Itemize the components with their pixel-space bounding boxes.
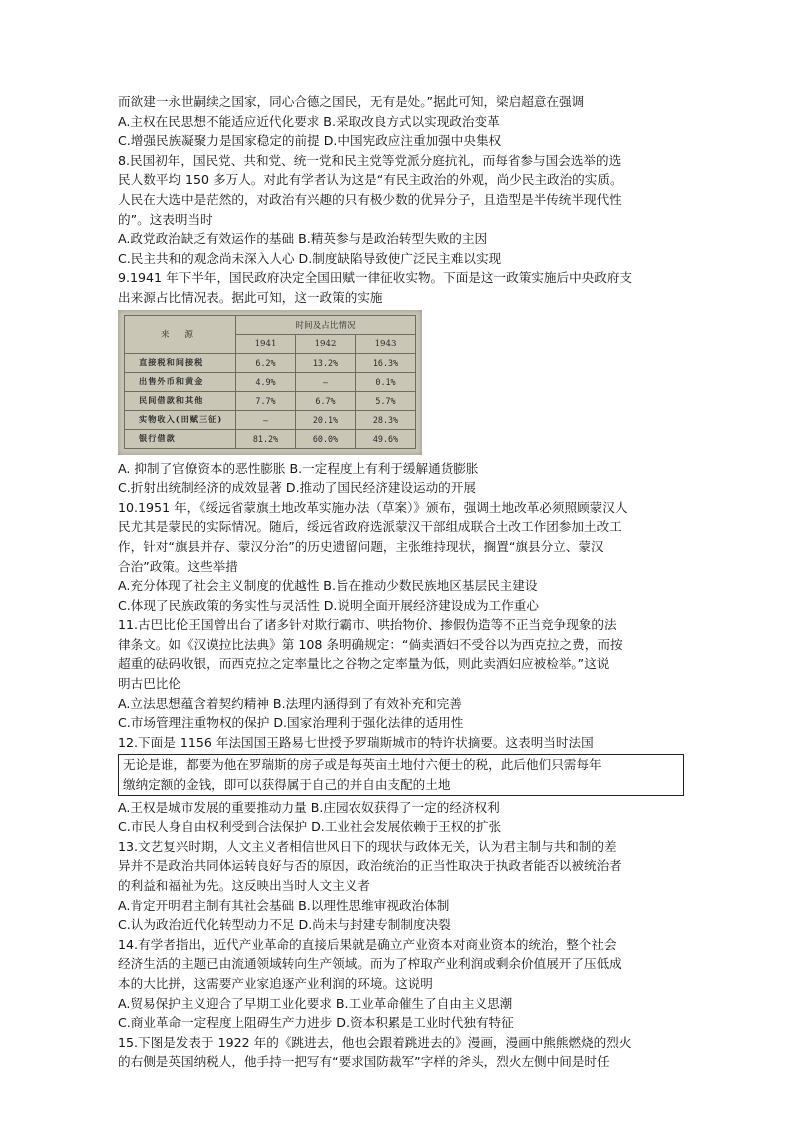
text-line: A.肯定开明君主制有其社会基础 B.以理性思维审视政治体制: [118, 897, 450, 913]
text-line: C.体现了民族政策的务实性与灵活性 D.说明全面开展经济建设成为工作重心: [118, 597, 539, 613]
text-line: 11.古巴比伦王国曾出台了诸多针对欺行霸市、哄抬物价、掺假伪造等不正当竞争现象的法: [118, 617, 617, 633]
table-row: [125, 429, 416, 448]
row-value: 28.3%: [356, 410, 416, 429]
text-block-top: [118, 92, 684, 308]
text-line: 8.民国初年，国民党、共和党、统一党和民主党等党派分庭抗礼，而每省参与国会选举的选: [118, 152, 622, 168]
text-line: 经济生活的主题已由流通领域转向生产领域。而为了榨取产业利润或剩余价值展开了压低成: [118, 956, 622, 972]
row-value: —: [296, 372, 356, 391]
text-line: 合治”政策。这些举措: [118, 558, 238, 574]
text-line: A.立法思想蕴含着契约精神 B.法理内涵得到了有效补充和完善: [118, 695, 462, 711]
row-source: 银行借款: [125, 429, 236, 448]
row-value: 6.2%: [236, 353, 296, 372]
row-value: 81.2%: [236, 429, 296, 448]
header-year: 1941: [236, 334, 296, 353]
text-line: C.折射出统制经济的成效显著 D.推动了国民经济建设运动的开展: [118, 480, 476, 496]
row-source: 出售外币和黄金: [125, 372, 236, 391]
row-source: 直接税和间接税: [125, 353, 236, 372]
row-value: 16.3%: [356, 353, 416, 372]
text-line: 异并不是政治共同体运转良好与否的原因，政治统治的正当性取决于执政者能否以被统治者: [118, 858, 622, 874]
text-line: C.认为政治近代化转型动力不足 D.尚未与封建专制制度决裂: [118, 917, 451, 933]
text-line: A.政党政治缺乏有效运作的基础 B.精英参与是政治转型失败的主因: [118, 231, 488, 247]
table-row: [125, 410, 416, 429]
text-line: 15.下图是发表于 1922 年的《跳进去，他也会跟着跳进去的》漫画，漫画中熊熊燃烧的烈火: [118, 1034, 632, 1050]
row-value: 6.7%: [296, 391, 356, 410]
text-line: 而欲建一永世嗣续之国家，同心合德之国民，无有是处。”据此可知，梁启超意在强调: [118, 94, 585, 109]
text-line: 12.下面是 1156 年法国国王路易七世授予罗瑞斯城市的特许状摘要。这表明当时法国: [118, 734, 594, 750]
text-line: 10.1951 年，《绥远省蒙旗土地改革实施办法（草案）》颁布，强调土地改革必须照顾蒙汉人: [118, 499, 628, 515]
header-source: 来 源: [125, 315, 236, 353]
text-line: A.主权在民思想不能适应近代化要求 B.采取改良方式以实现政治变革: [118, 113, 500, 129]
text-line: 民尤其是蒙民的实际情况。随后，绥远省政府选派蒙汉干部组成联合土改工作团参加土改工: [118, 519, 622, 535]
text-line: A.充分体现了社会主义制度的优越性 B.旨在推动少数民族地区基层民主建设: [118, 578, 538, 594]
row-value: —: [236, 410, 296, 429]
expenditure-table: [124, 315, 416, 449]
text-line: 民人数平均 150 多万人。对此有学者认为这是“有民主政治的外观，尚少民主政治的实质。: [118, 172, 623, 188]
text-line: 14.有学者指出，近代产业革命的直接后果就是确立产业资本对商业资本的统治，整个社会: [118, 936, 617, 952]
text-line: 明古巴比伦: [118, 676, 181, 692]
row-value: 4.9%: [236, 372, 296, 391]
text-line: C.商业革命一定程度上阻碍生产力进步 D.资本积累是工业时代独有特征: [118, 1015, 514, 1031]
text-line: 缴纳定额的金钱，即可以获得属于自己的并自由支配的土地: [123, 777, 451, 793]
text-line: 无论是谁，都要为他在罗瑞斯的房子或是每英亩土地付六便士的税，此后他们只需每年: [123, 757, 602, 773]
text-line: 人民在大选中是茫然的，对政治有兴趣的只有极少数的优异分子，且造型是半传统半现代性: [118, 191, 622, 207]
row-value: 13.2%: [296, 353, 356, 372]
text-line: A.贸易保护主义迎合了早期工业化要求 B.工业革命催生了自由主义思潮: [118, 995, 513, 1011]
text-line: 本的大比拼，这需要产业家追逐产业利润的环境。这说明: [118, 975, 433, 991]
table-row: [125, 353, 416, 372]
text-block-bottom: [118, 798, 684, 1072]
row-source: 实物收入(田赋三征): [125, 410, 236, 429]
text-line: C.市民人身自由权利受到合法保护 D.工业社会发展依赖于王权的扩张: [118, 819, 502, 835]
header-year: 1942: [296, 334, 356, 353]
header-year: 1943: [356, 334, 416, 353]
text-line: A. 抑制了官僚资本的恶性膨胀 B.一定程度上有利于缓解通货膨胀: [118, 460, 479, 476]
row-value: 7.7%: [236, 391, 296, 410]
table-row: [125, 372, 416, 391]
text-line: C.市场管理注重物权的保护 D.国家治理利于强化法律的适用性: [118, 715, 464, 731]
row-source: 民间借款和其他: [125, 391, 236, 410]
row-value: 60.0%: [296, 429, 356, 448]
row-value: 0.1%: [356, 372, 416, 391]
text-line: C.增强民族凝聚力是国家稳定的前提 D.中国宪政应注重加强中央集权: [118, 133, 502, 149]
text-block-middle: [118, 459, 684, 753]
text-line: A.王权是城市发展的重要推动力量 B.庄园农奴获得了一定的经济权利: [118, 799, 500, 815]
exam-page: [118, 92, 684, 1072]
header-group: 时间及占比情况: [236, 315, 416, 334]
text-line: 的右侧是英国纳税人，他手持一把写有“要求国防裁军”字样的斧头，烈火左侧中间是时任: [118, 1054, 610, 1070]
text-line: 出来源占比情况表。据此可知，这一政策的实施: [118, 289, 383, 305]
text-line: 9.1941 年下半年，国民政府决定全国田赋一律征收实物。下面是这一政策实施后中央政府支: [118, 270, 633, 286]
row-value: 49.6%: [356, 429, 416, 448]
text-line: 的”。这表明当时: [118, 211, 213, 227]
text-line: 的利益和福祉为先。这反映出当时人文主义者: [118, 878, 370, 893]
charter-excerpt-box: [118, 754, 684, 795]
table-row: [125, 391, 416, 410]
text-line: 超重的砝码收银，而西克拉之定率量比之谷物之定率量为低，则此卖酒妇应被检举。”这说: [118, 656, 610, 672]
text-line: 13.文艺复兴时期，人文主义者相信世风日下的现状与政体无关，认为君主制与共和制的差: [118, 838, 617, 854]
row-value: 20.1%: [296, 410, 356, 429]
text-line: C.民主共和的观念尚未深入人心 D.制度缺陷导致使广泛民主难以实现: [118, 250, 502, 266]
text-line: 律条文。如《汉谟拉比法典》第 108 条明确规定：“倘卖酒妇不受谷以为西克拉之费，而按: [118, 636, 623, 652]
table-photo: [118, 310, 422, 455]
row-value: 5.7%: [356, 391, 416, 410]
text-line: 作，针对“旗县并存、蒙汉分治”的历史遗留问题，主张维持现状，搁置“旗县分立、蒙汉: [118, 538, 604, 554]
